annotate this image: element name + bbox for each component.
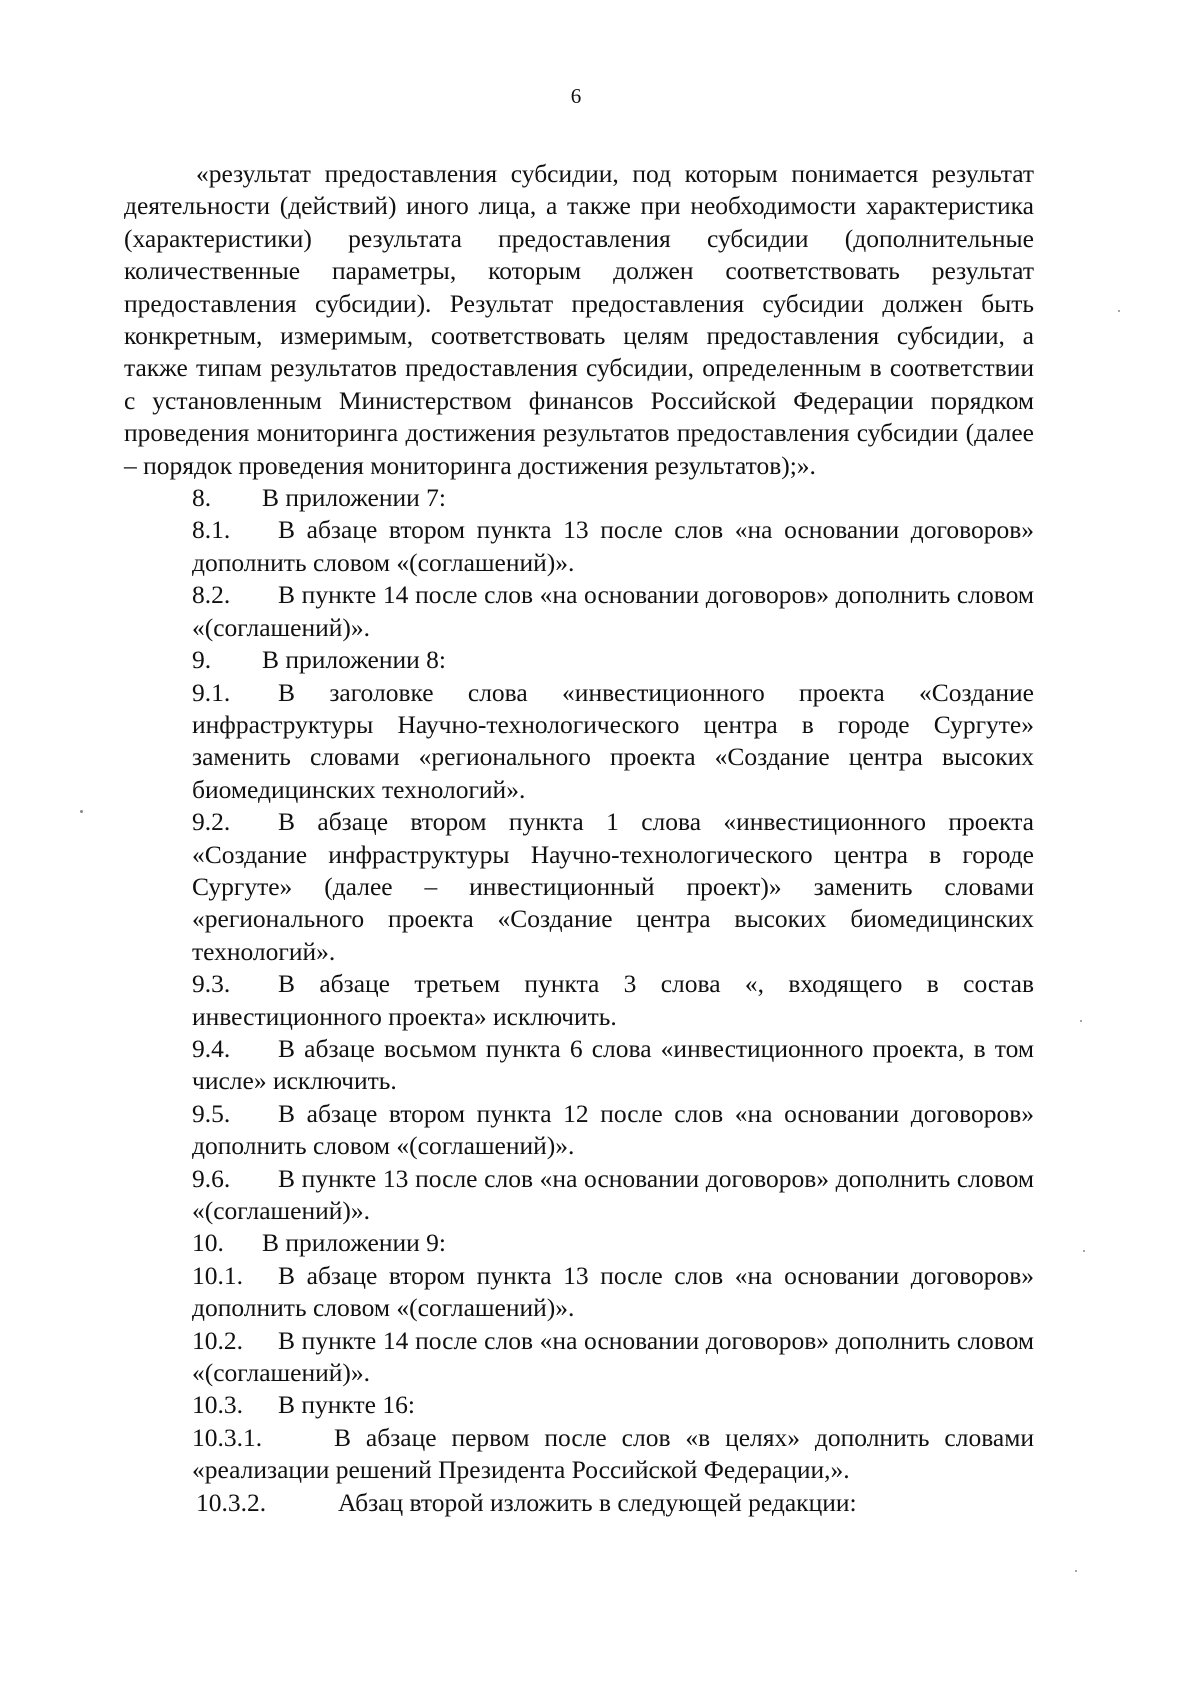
- item-text: В приложении 9:: [262, 1228, 447, 1258]
- list-item: [124, 1422, 1034, 1487]
- item-number: 9.2.: [192, 807, 231, 837]
- scan-speck: [1075, 1570, 1077, 1572]
- item-number: 10.3.: [192, 1390, 243, 1420]
- item-text: В абзаце первом после слов «в целях» дополнить словами «реализации решений Президента Российской Федерации,».: [192, 1422, 1034, 1485]
- item-text: В приложении 7:: [262, 483, 447, 513]
- list-item: [124, 806, 1034, 968]
- scan-speck: [1118, 310, 1120, 312]
- document-body: [124, 158, 1034, 1519]
- item-number: 9.5.: [192, 1098, 231, 1128]
- item-number: 10.3.1.: [192, 1422, 263, 1452]
- item-number: 9.4.: [192, 1033, 231, 1063]
- item-number: 10.: [192, 1228, 224, 1258]
- item-text: В абзаце третьем пункта 3 слова «, входящего в состав инвестиционного проекта» исключить.: [192, 969, 1034, 1031]
- list-item: [124, 644, 1034, 676]
- list-item: [124, 1033, 1034, 1098]
- list-item: [124, 514, 1034, 579]
- list-item: [124, 1389, 1034, 1421]
- scan-speck: [80, 810, 83, 813]
- list-item: [124, 968, 1034, 1033]
- list-item: [124, 482, 1034, 514]
- item-text: Абзац второй изложить в следующей редакции:: [338, 1487, 857, 1517]
- item-number: 8.: [192, 483, 212, 513]
- item-text: В абзаце втором пункта 1 слова «инвестиционного проекта «Создание инфраструктуры Научно-технологического центра в городе Сургуте» (далее – инвестиционный проект)» заменить словами «регионального проекта «Создание центра высоких биомедицинских технологий».: [192, 807, 1034, 966]
- item-text: В пункте 16:: [278, 1390, 415, 1420]
- item-text: В пункте 13 после слов «на основании договоров» дополнить словом «(соглашений)».: [192, 1163, 1034, 1225]
- item-text: В абзаце втором пункта 12 после слов «на основании договоров» дополнить словом «(соглашений)».: [192, 1098, 1034, 1161]
- page-number: 6: [570, 84, 582, 108]
- item-number: 9.3.: [192, 969, 231, 999]
- item-number: 10.1.: [192, 1260, 243, 1290]
- list-item: [124, 1098, 1034, 1163]
- intro-paragraph: «результат предоставления субсидии, под которым понимается результат деятельности (действий) иного лица, а также при необходимости характеристика (характеристики) результата предоставления субсидии (дополнительные количественные параметры, которым должен соответствовать результат предоставления субсидии). Результат предоставления субсидии должен быть конкретным, измеримым, соответствовать целям предоставления субсидии, а также типам результатов предоставления субсидии, определенным в соответствии с установленным Министерством финансов Российской Федерации порядком проведения мониторинга достижения результатов предоставления субсидии (далее – порядок проведения мониторинга достижения результатов);».: [124, 159, 1034, 480]
- item-number: 10.3.2.: [196, 1487, 267, 1517]
- item-text: В заголовке слова «инвестиционного проекта «Создание инфраструктуры Научно-технологического центра в городе Сургуте» заменить словами «регионального проекта «Создание центра высоких биомедицинских технологий».: [192, 677, 1034, 804]
- list-item: [124, 677, 1034, 807]
- list-item: [124, 579, 1034, 644]
- list-item: [124, 1227, 1034, 1259]
- item-text: В абзаце втором пункта 13 после слов «на основании договоров» дополнить словом «(соглашений)».: [192, 1260, 1034, 1323]
- scan-speck: [1080, 1020, 1082, 1022]
- list-item: [124, 1325, 1034, 1390]
- item-number: 9.6.: [192, 1163, 231, 1193]
- item-text: В абзаце восьмом пункта 6 слова «инвестиционного проекта, в том числе» исключить.: [192, 1033, 1034, 1096]
- item-number: 8.2.: [192, 580, 231, 610]
- item-text: В пункте 14 после слов «на основании договоров» дополнить словом «(соглашений)».: [192, 580, 1034, 642]
- item-number: 9.1.: [192, 677, 231, 707]
- item-number: 9.: [192, 645, 212, 675]
- list-item: [124, 1163, 1034, 1228]
- item-text: В приложении 8:: [262, 645, 447, 675]
- item-text: В пункте 14 после слов «на основании договоров» дополнить словом «(соглашений)».: [192, 1325, 1034, 1388]
- item-text: В абзаце втором пункта 13 после слов «на основании договоров» дополнить словом «(соглашений)».: [192, 515, 1034, 577]
- item-number: 10.2.: [192, 1325, 243, 1355]
- item-number: 8.1.: [192, 515, 231, 545]
- list-item: [124, 1260, 1034, 1325]
- scan-speck: [1083, 1250, 1085, 1252]
- list-item: [124, 1487, 1034, 1519]
